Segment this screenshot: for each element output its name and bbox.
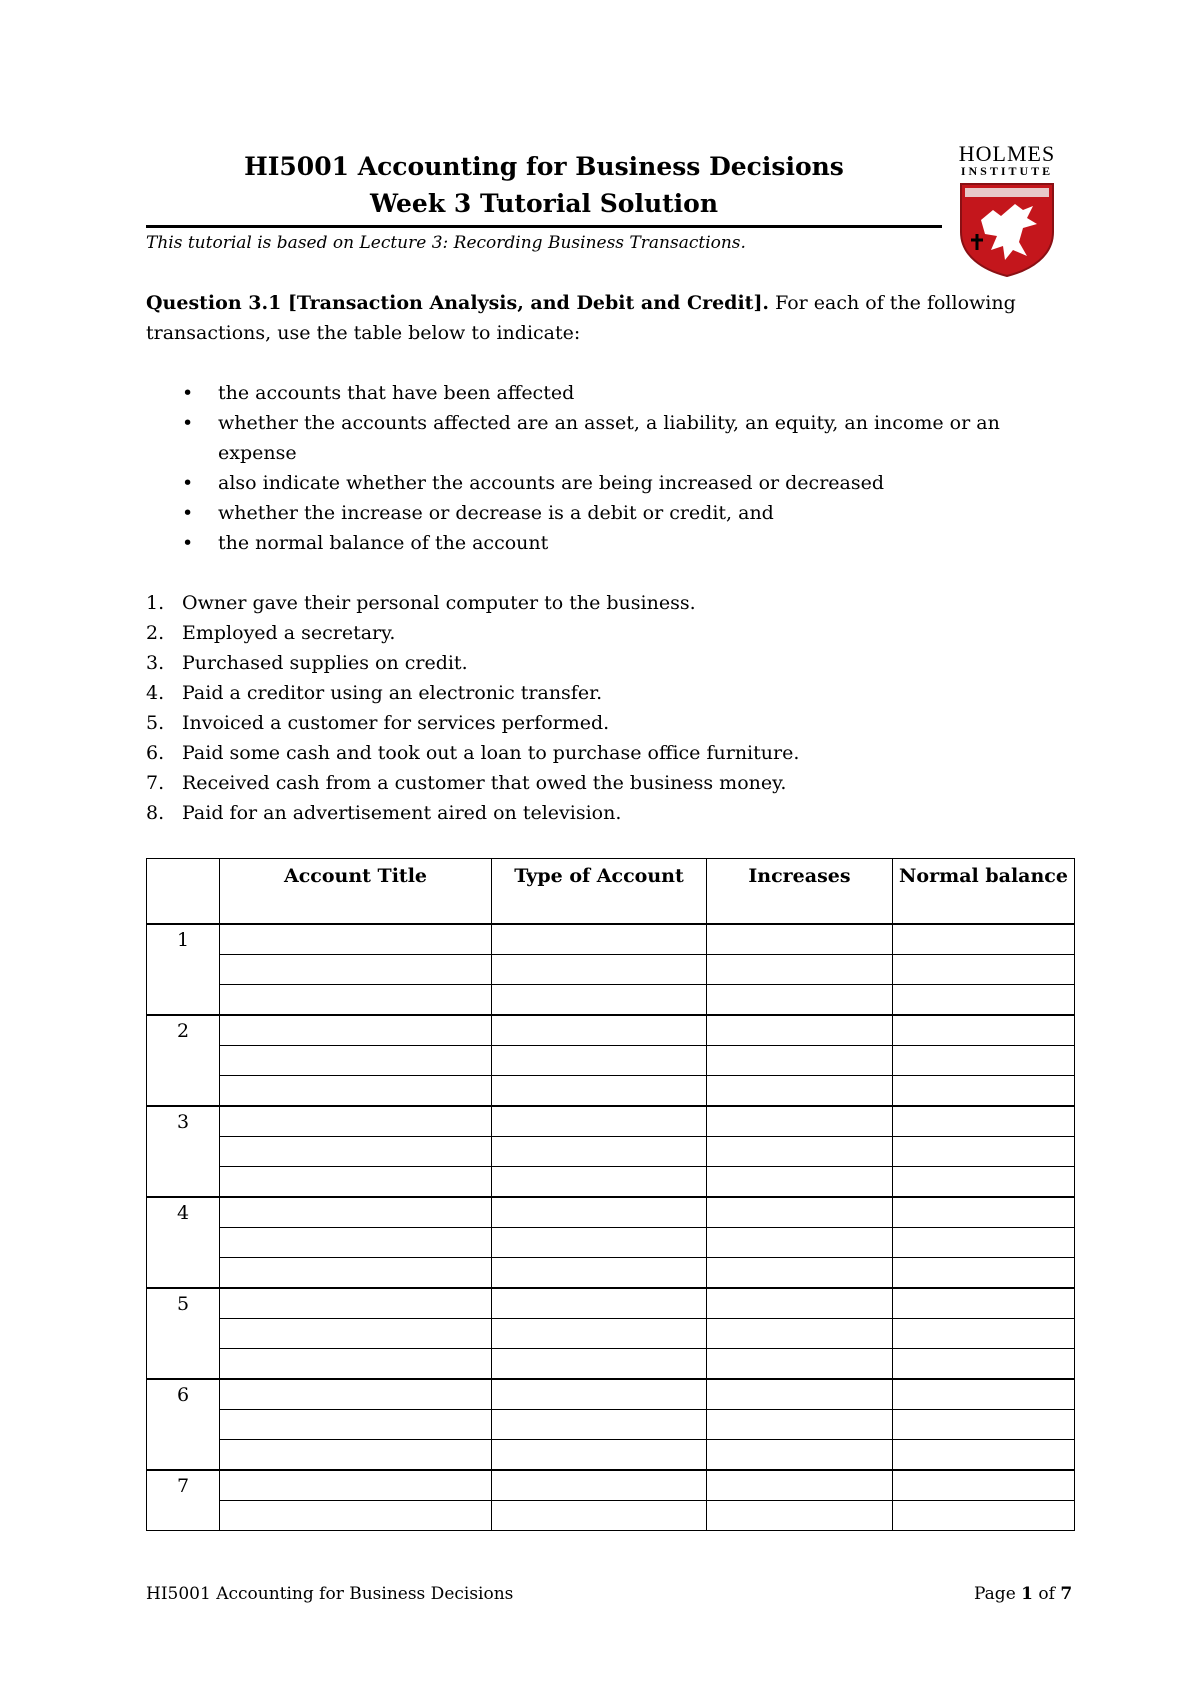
table-row bbox=[147, 1228, 1075, 1258]
bullet-dot-icon: • bbox=[182, 502, 194, 524]
table-row bbox=[147, 924, 1075, 955]
transaction-number-cell: 4 bbox=[147, 1197, 220, 1288]
transaction-number-cell: 1 bbox=[147, 924, 220, 1015]
answer-cell[interactable] bbox=[893, 1288, 1075, 1319]
table-row bbox=[147, 1319, 1075, 1349]
logo-wordmark: HOLMES bbox=[958, 141, 1056, 166]
answer-cell[interactable] bbox=[492, 1076, 707, 1107]
answer-cell[interactable] bbox=[492, 1470, 707, 1501]
document-subtitle-week: Week 3 Tutorial Solution bbox=[369, 189, 719, 218]
header-normal-balance: Normal balance bbox=[893, 859, 1075, 925]
bullet-item: • whether the accounts affected are an asset, a liability, an equity, an income or an expense bbox=[146, 408, 1046, 468]
table-row bbox=[147, 1197, 1075, 1228]
table-body bbox=[147, 924, 1075, 1531]
answer-cell[interactable] bbox=[707, 955, 893, 985]
answer-cell[interactable] bbox=[492, 1106, 707, 1137]
bullet-item: • the normal balance of the account bbox=[146, 528, 1046, 558]
answer-table bbox=[146, 858, 1075, 1531]
table-row bbox=[147, 1470, 1075, 1501]
bullet-dot-icon: • bbox=[182, 382, 194, 404]
answer-cell[interactable] bbox=[220, 1076, 492, 1107]
answer-cell[interactable] bbox=[220, 1288, 492, 1319]
answer-cell[interactable] bbox=[492, 1410, 707, 1440]
answer-cell[interactable] bbox=[707, 1137, 893, 1167]
table-header-row bbox=[147, 859, 1075, 925]
answer-cell[interactable] bbox=[707, 1106, 893, 1137]
answer-cell[interactable] bbox=[893, 1258, 1075, 1289]
answer-cell[interactable] bbox=[492, 955, 707, 985]
header-rule bbox=[146, 225, 942, 228]
bullet-dot-icon: • bbox=[182, 412, 194, 434]
answer-cell[interactable] bbox=[220, 1440, 492, 1471]
answer-cell[interactable] bbox=[220, 1228, 492, 1258]
table-row bbox=[147, 1076, 1075, 1107]
bullet-dot-icon: • bbox=[182, 532, 194, 554]
answer-cell[interactable] bbox=[492, 1440, 707, 1471]
answer-cell[interactable] bbox=[707, 924, 893, 955]
answer-cell[interactable] bbox=[893, 1106, 1075, 1137]
answer-cell[interactable] bbox=[492, 985, 707, 1016]
answer-cell[interactable] bbox=[220, 1137, 492, 1167]
answer-cell[interactable] bbox=[492, 924, 707, 955]
transaction-number-cell: 3 bbox=[147, 1106, 220, 1197]
question-label: Question 3.1 [Transaction Analysis, and Debit and Credit]. bbox=[146, 292, 770, 314]
answer-cell[interactable] bbox=[707, 1197, 893, 1228]
answer-cell[interactable] bbox=[220, 1197, 492, 1228]
answer-cell[interactable] bbox=[492, 1015, 707, 1046]
table-row bbox=[147, 1167, 1075, 1198]
answer-cell[interactable] bbox=[707, 1319, 893, 1349]
footer-page-number: Page 1 of 7 bbox=[974, 1584, 1073, 1604]
answer-cell[interactable] bbox=[220, 1319, 492, 1349]
transaction-item: 8. Paid for an advertisement aired on television. bbox=[146, 802, 622, 824]
table-row bbox=[147, 1379, 1075, 1410]
logo-wordmark-sub: INSTITUTE bbox=[960, 164, 1054, 178]
answer-cell[interactable] bbox=[492, 1137, 707, 1167]
answer-cell[interactable] bbox=[220, 1046, 492, 1076]
answer-cell[interactable] bbox=[220, 924, 492, 955]
answer-cell[interactable] bbox=[707, 1076, 893, 1107]
answer-cell[interactable] bbox=[893, 1015, 1075, 1046]
answer-cell[interactable] bbox=[492, 1288, 707, 1319]
answer-cell[interactable] bbox=[893, 1501, 1075, 1531]
answer-cell[interactable] bbox=[893, 1410, 1075, 1440]
table-row bbox=[147, 1501, 1075, 1531]
table-row bbox=[147, 1288, 1075, 1319]
header-increases: Increases bbox=[707, 859, 893, 925]
answer-cell[interactable] bbox=[492, 1349, 707, 1380]
transaction-item: 1. Owner gave their personal computer to the business. bbox=[146, 592, 696, 614]
header-account-title: Account Title bbox=[220, 859, 492, 925]
table-row bbox=[147, 1349, 1075, 1380]
transaction-list bbox=[146, 588, 1046, 828]
answer-cell[interactable] bbox=[893, 1197, 1075, 1228]
answer-cell[interactable] bbox=[220, 955, 492, 985]
answer-cell[interactable] bbox=[707, 1046, 893, 1076]
answer-cell[interactable] bbox=[893, 1167, 1075, 1198]
header-index bbox=[147, 859, 220, 925]
answer-cell[interactable] bbox=[220, 1258, 492, 1289]
document-title: HI5001 Accounting for Business Decisions bbox=[244, 152, 844, 181]
answer-cell[interactable] bbox=[893, 1046, 1075, 1076]
answer-cell[interactable] bbox=[220, 1410, 492, 1440]
answer-cell[interactable] bbox=[707, 1349, 893, 1380]
transaction-item: 7. Received cash from a customer that owed the business money. bbox=[146, 772, 787, 794]
answer-cell[interactable] bbox=[492, 1501, 707, 1531]
answer-cell[interactable] bbox=[893, 1440, 1075, 1471]
answer-cell[interactable] bbox=[707, 1410, 893, 1440]
answer-cell[interactable] bbox=[220, 1106, 492, 1137]
answer-cell[interactable] bbox=[492, 1228, 707, 1258]
title-block bbox=[146, 148, 942, 222]
answer-cell[interactable] bbox=[893, 955, 1075, 985]
table-row bbox=[147, 955, 1075, 985]
answer-cell[interactable] bbox=[893, 985, 1075, 1016]
instruction-bullets bbox=[146, 378, 1046, 558]
answer-cell[interactable] bbox=[707, 1167, 893, 1198]
transaction-item: 5. Invoiced a customer for services performed. bbox=[146, 712, 610, 734]
answer-cell[interactable] bbox=[220, 1015, 492, 1046]
table-row bbox=[147, 1015, 1075, 1046]
answer-cell[interactable] bbox=[492, 1046, 707, 1076]
transaction-item: 6. Paid some cash and took out a loan to purchase office furniture. bbox=[146, 742, 800, 764]
transaction-item: 2. Employed a secretary. bbox=[146, 622, 396, 644]
answer-cell[interactable] bbox=[492, 1197, 707, 1228]
table-row bbox=[147, 1440, 1075, 1471]
answer-cell[interactable] bbox=[220, 1470, 492, 1501]
footer-course: HI5001 Accounting for Business Decisions bbox=[146, 1584, 514, 1604]
answer-cell[interactable] bbox=[220, 1349, 492, 1380]
transaction-number-cell: 6 bbox=[147, 1379, 220, 1470]
bullet-item: • also indicate whether the accounts are being increased or decreased bbox=[146, 468, 1046, 498]
table-row bbox=[147, 1137, 1075, 1167]
answer-cell[interactable] bbox=[893, 1076, 1075, 1107]
answer-cell[interactable] bbox=[492, 1319, 707, 1349]
answer-cell[interactable] bbox=[707, 1288, 893, 1319]
answer-cell[interactable] bbox=[707, 1440, 893, 1471]
answer-cell[interactable] bbox=[707, 1228, 893, 1258]
answer-cell[interactable] bbox=[707, 985, 893, 1016]
answer-cell[interactable] bbox=[707, 1379, 893, 1410]
question-3-1 bbox=[146, 288, 1026, 348]
answer-cell[interactable] bbox=[220, 1167, 492, 1198]
answer-cell[interactable] bbox=[893, 1319, 1075, 1349]
header-type-of-account: Type of Account bbox=[492, 859, 707, 925]
answer-cell[interactable] bbox=[893, 1379, 1075, 1410]
transaction-item: 4. Paid a creditor using an electronic transfer. bbox=[146, 682, 603, 704]
answer-cell[interactable] bbox=[707, 1015, 893, 1046]
answer-cell[interactable] bbox=[707, 1258, 893, 1289]
answer-cell[interactable] bbox=[492, 1167, 707, 1198]
table-row bbox=[147, 1106, 1075, 1137]
table-row bbox=[147, 1258, 1075, 1289]
answer-cell[interactable] bbox=[893, 924, 1075, 955]
transaction-item: 3. Purchased supplies on credit. bbox=[146, 652, 468, 674]
transaction-number-cell: 2 bbox=[147, 1015, 220, 1106]
answer-cell[interactable] bbox=[893, 1349, 1075, 1380]
griffin-shield-icon bbox=[957, 180, 1057, 278]
answer-cell[interactable] bbox=[893, 1228, 1075, 1258]
question-text: For each of the following transactions, use the table below to indicate: bbox=[146, 292, 1016, 344]
answer-cell[interactable] bbox=[893, 1137, 1075, 1167]
table-row bbox=[147, 985, 1075, 1016]
bullet-item: • whether the increase or decrease is a debit or credit, and bbox=[146, 498, 1046, 528]
answer-cell[interactable] bbox=[220, 1501, 492, 1531]
lecture-reference: This tutorial is based on Lecture 3: Recording Business Transactions. bbox=[146, 233, 746, 253]
answer-cell[interactable] bbox=[220, 985, 492, 1016]
answer-cell[interactable] bbox=[893, 1470, 1075, 1501]
table-row bbox=[147, 1046, 1075, 1076]
bullet-item: • the accounts that have been affected bbox=[146, 378, 1046, 408]
transaction-number-cell: 5 bbox=[147, 1288, 220, 1379]
answer-cell[interactable] bbox=[492, 1258, 707, 1289]
bullet-dot-icon: • bbox=[182, 472, 194, 494]
transaction-number-cell: 7 bbox=[147, 1470, 220, 1531]
answer-cell[interactable] bbox=[707, 1470, 893, 1501]
answer-cell[interactable] bbox=[707, 1501, 893, 1531]
answer-cell[interactable] bbox=[220, 1379, 492, 1410]
answer-cell[interactable] bbox=[492, 1379, 707, 1410]
table-row bbox=[147, 1410, 1075, 1440]
holmes-institute-logo bbox=[952, 142, 1062, 280]
